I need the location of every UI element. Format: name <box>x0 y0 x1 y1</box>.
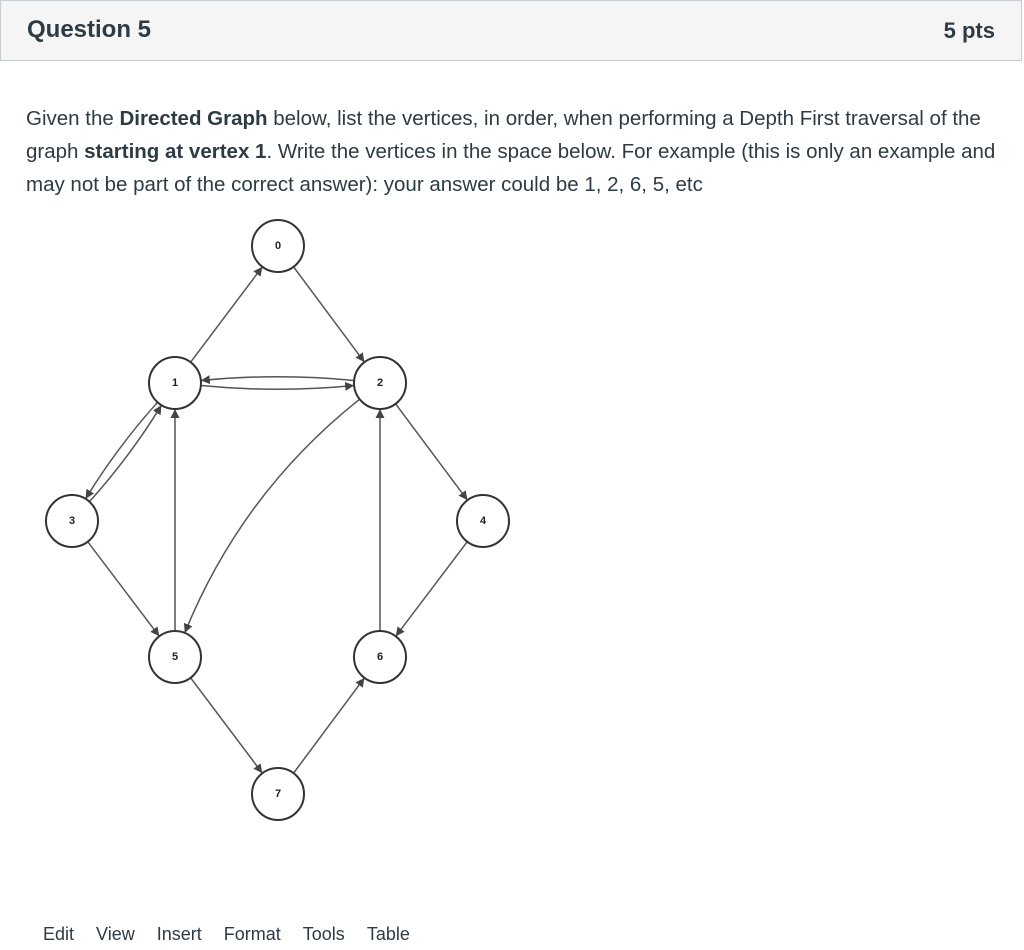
graph-node-3 <box>46 495 98 547</box>
edge-2-to-1 <box>201 377 354 381</box>
question-text-part-1: Given the <box>26 107 120 130</box>
menu-insert[interactable]: Insert <box>156 923 202 944</box>
menu-view[interactable]: View <box>96 923 135 944</box>
directed-graph-figure <box>40 215 520 835</box>
edge-3-to-5 <box>88 542 160 637</box>
menu-edit[interactable]: Edit <box>43 923 75 944</box>
edge-4-to-6 <box>396 542 468 637</box>
graph-node-5 <box>149 631 201 683</box>
question-text-part-2: below, list the vertices, in order, when performing a Depth First traversal of the graph <box>26 107 981 163</box>
graph-node-1 <box>149 357 201 409</box>
graph-node-0 <box>252 220 304 272</box>
node-label-3: 3 <box>68 515 76 527</box>
graph-node-4 <box>457 495 509 547</box>
question-title: Question 5 <box>27 16 152 43</box>
edge-3-to-1 <box>89 405 161 502</box>
node-label-0: 0 <box>274 240 282 252</box>
edge-1-to-3 <box>86 402 158 499</box>
edge-1-to-0 <box>191 267 263 362</box>
question-text-bold-2: starting at vertex 1 <box>84 140 267 163</box>
edge-0-to-2 <box>294 267 365 362</box>
edge-7-to-6 <box>294 678 365 773</box>
node-label-5: 5 <box>171 651 179 663</box>
question-points: 5 pts <box>943 18 995 43</box>
node-label-4: 4 <box>479 515 487 527</box>
graph-node-6 <box>354 631 406 683</box>
menu-format[interactable]: Format <box>223 923 281 944</box>
node-label-2: 2 <box>376 377 384 389</box>
node-label-1: 1 <box>171 377 179 389</box>
question-header <box>0 0 1022 61</box>
menu-table[interactable]: Table <box>366 923 410 944</box>
question-text <box>26 102 996 201</box>
question-text-part-3: . Write the vertices in the space below. For example (this is only an example and may not be part of the correct answer): your answer could be 1, 2, 6, 5, etc <box>26 140 996 196</box>
graph-edges <box>86 267 468 773</box>
question-text-bold-1: Directed Graph <box>119 107 268 130</box>
edge-2-to-4 <box>396 404 468 500</box>
graph-node-7 <box>252 768 304 820</box>
graph-nodes <box>46 220 509 820</box>
edge-2-to-5 <box>185 399 360 633</box>
node-label-6: 6 <box>376 651 384 663</box>
edge-5-to-7 <box>191 678 263 773</box>
editor-menubar <box>32 918 421 950</box>
menu-tools[interactable]: Tools <box>302 923 345 944</box>
node-label-7: 7 <box>274 788 282 800</box>
edge-1-to-2 <box>201 386 354 390</box>
graph-node-2 <box>354 357 406 409</box>
